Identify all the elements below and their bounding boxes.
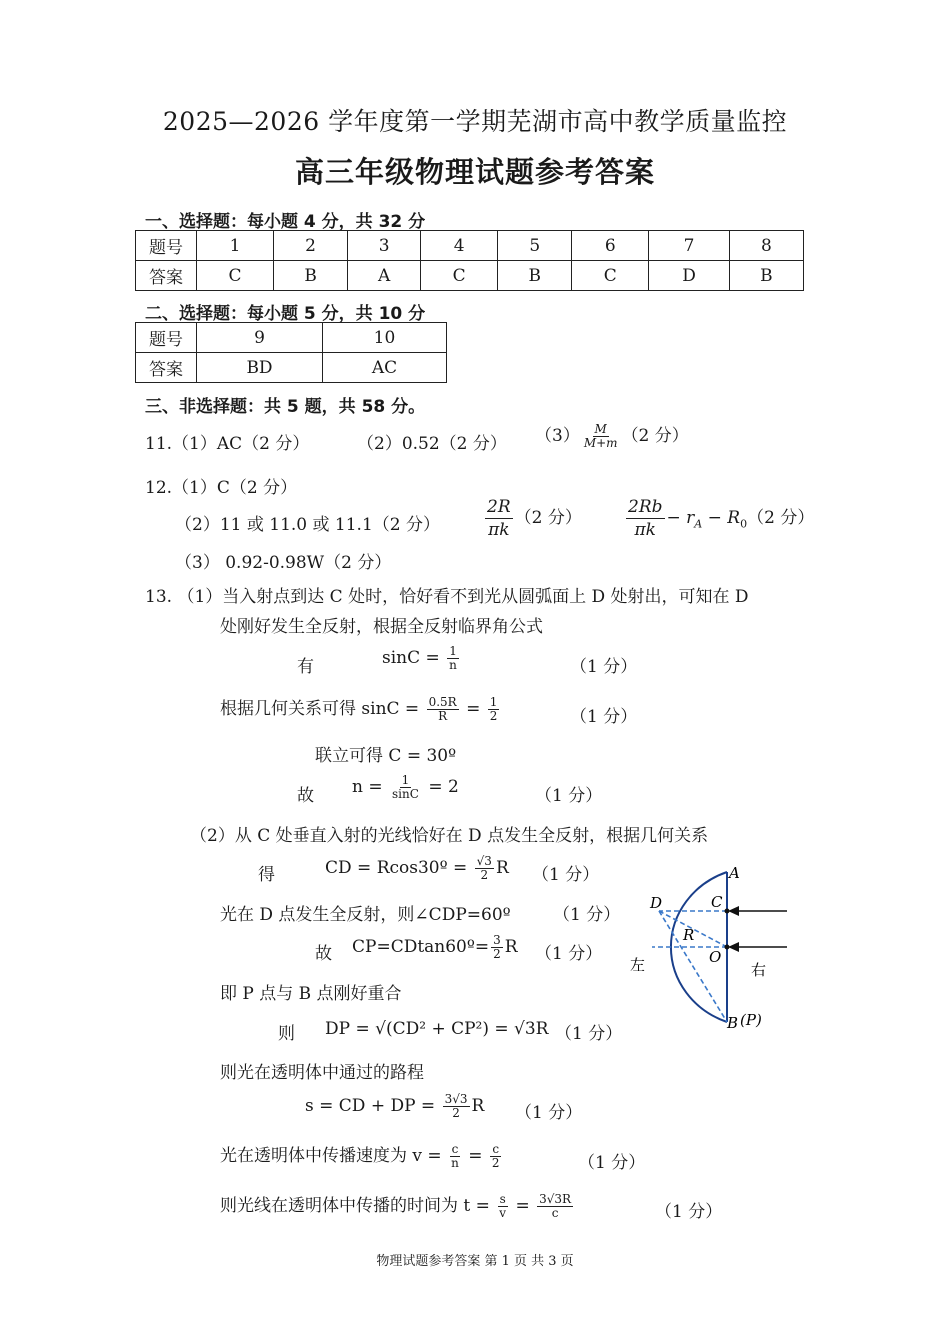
q12-formula1 bbox=[483, 496, 582, 541]
formula-rhs: R bbox=[504, 937, 518, 957]
table-cell: 10 bbox=[323, 323, 447, 353]
q13-l1-formula bbox=[382, 645, 461, 672]
table-cell: 答案 bbox=[136, 261, 197, 291]
table-cell: AC bbox=[323, 353, 447, 383]
q13-p2-l8-formula bbox=[220, 1141, 504, 1170]
q13-intro-line1: 13. （1）当入射点到达 C 处时，恰好看不到光从圆弧面上 D 处射出，可知在 D bbox=[145, 587, 749, 607]
section2-heading: 二、选择题：每小题 5 分，共 10 分 bbox=[145, 304, 426, 324]
label-left: 左 bbox=[630, 956, 646, 974]
q13-l2-formula bbox=[220, 694, 501, 723]
fraction-numerator: 1 bbox=[401, 773, 410, 787]
q13-p2-l5-formula: DP = √(CD² + CP²) = √3R bbox=[325, 1019, 549, 1039]
q13-p2-l8-score: （1 分） bbox=[578, 1153, 646, 1173]
q12-fraction1 bbox=[485, 496, 513, 541]
page-footer: 物理试题参考答案 第 1 页 共 3 页 bbox=[376, 1254, 574, 1269]
label-c: C bbox=[711, 893, 723, 911]
q13-p2-l3-label: 故 bbox=[315, 944, 332, 964]
fraction-denominator: 2 bbox=[491, 1156, 500, 1170]
formula-lhs: n = bbox=[352, 777, 389, 797]
table-row bbox=[136, 261, 804, 291]
q13-l4-fraction bbox=[390, 774, 421, 801]
formula-eq: = bbox=[510, 1196, 536, 1216]
table-cell: 1 bbox=[197, 231, 274, 261]
formula-eq: = bbox=[462, 1146, 488, 1166]
q13-l4-formula bbox=[352, 774, 459, 801]
fraction-denominator: sinC bbox=[392, 787, 419, 801]
q13-p2-l9-fraction1 bbox=[497, 1193, 508, 1220]
answer-table-1 bbox=[135, 230, 804, 291]
formula-lhs: sinC = bbox=[382, 648, 446, 668]
table-row bbox=[136, 323, 447, 353]
q13-l4-label: 故 bbox=[297, 786, 314, 806]
q13-l2-fraction2 bbox=[488, 696, 500, 723]
formula-eq: = bbox=[460, 699, 486, 719]
formula-rhs: R bbox=[471, 1096, 485, 1116]
q13-l4-score: （1 分） bbox=[535, 786, 603, 806]
fraction-numerator: 3√3R bbox=[539, 1192, 572, 1206]
formula-label: 光在透明体中传播速度为 v = bbox=[220, 1146, 448, 1166]
fraction-denominator: 2 bbox=[493, 947, 501, 961]
q12-formula2-tail: − r bbox=[666, 508, 695, 528]
formula-label: 则光线在透明体中传播的时间为 t = bbox=[220, 1196, 496, 1216]
q11-part2: （2）0.52（2 分） bbox=[357, 434, 507, 454]
q13-p2-l2: 光在 D 点发生全反射，则∠CDP=60º bbox=[220, 905, 511, 925]
fraction-numerator: 2Rb bbox=[628, 497, 663, 517]
fraction-numerator: √3 bbox=[476, 854, 492, 868]
q13-l1-score: （1 分） bbox=[570, 657, 638, 677]
table-cell: BD bbox=[197, 353, 323, 383]
formula-rhs: R bbox=[495, 858, 509, 878]
formula-rhs: = 2 bbox=[422, 777, 459, 797]
formula-lhs: CD = Rcos30º = bbox=[325, 858, 473, 878]
fraction-denominator: M+m bbox=[583, 436, 618, 450]
fraction-denominator: πk bbox=[634, 520, 656, 540]
table-cell: 4 bbox=[421, 231, 498, 261]
q12-formula2 bbox=[624, 496, 814, 541]
q12-part3: （3） 0.92-0.98W（2 分） bbox=[175, 553, 392, 573]
table-cell: 6 bbox=[572, 231, 649, 261]
q13-p2-l1-score: （1 分） bbox=[532, 865, 600, 885]
table-cell: 5 bbox=[498, 231, 572, 261]
label-o: O bbox=[709, 948, 722, 966]
label-a: A bbox=[729, 864, 740, 882]
fraction-denominator: 2 bbox=[489, 709, 498, 723]
optics-diagram bbox=[615, 860, 805, 1035]
q13-p2-l7-fraction bbox=[443, 1093, 470, 1120]
point-o bbox=[725, 945, 730, 950]
table-cell: 答案 bbox=[136, 353, 197, 383]
q11-part3-score: （2 分） bbox=[621, 426, 689, 446]
table-row bbox=[136, 231, 804, 261]
q12-formula2-score: （2 分） bbox=[747, 508, 815, 528]
arrow-head-c bbox=[728, 906, 739, 916]
table-cell: B bbox=[498, 261, 572, 291]
q13-p2-l6: 则光在透明体中通过的路程 bbox=[220, 1063, 424, 1083]
q13-p2-l1-formula bbox=[325, 855, 509, 882]
q13-p2-l2-score: （1 分） bbox=[553, 905, 621, 925]
fraction-denominator: n bbox=[449, 658, 457, 672]
q13-l2-score: （1 分） bbox=[570, 707, 638, 727]
fraction-numerator: c bbox=[492, 1142, 500, 1156]
table-cell: 8 bbox=[729, 231, 803, 261]
fraction-denominator: 2 bbox=[480, 868, 489, 882]
q13-l2-fraction1 bbox=[427, 696, 459, 723]
formula-lhs: s = CD + DP = bbox=[305, 1096, 441, 1116]
fraction-numerator: 0.5R bbox=[428, 695, 457, 709]
q13-l3: 联立可得 C = 30º bbox=[315, 746, 457, 766]
q13-l1-fraction bbox=[447, 645, 459, 672]
fraction-denominator: 2 bbox=[452, 1106, 460, 1120]
table-cell: 7 bbox=[649, 231, 729, 261]
q12-part1: 12.（1）C（2 分） bbox=[145, 478, 298, 498]
label-p: (P) bbox=[740, 1011, 762, 1029]
formula-lhs: CP=CDtan60º= bbox=[352, 937, 490, 957]
fraction-numerator: 3√3 bbox=[444, 1092, 468, 1106]
fraction-numerator: c bbox=[451, 1142, 459, 1156]
document-title-line2: 高三年级物理试题参考答案 bbox=[294, 155, 655, 189]
fraction-denominator: v bbox=[499, 1206, 507, 1220]
section1-heading: 一、选择题：每小题 4 分，共 32 分 bbox=[145, 212, 426, 232]
q11-part3 bbox=[535, 421, 689, 450]
table-cell: C bbox=[197, 261, 274, 291]
q13-p2-l5-label: 则 bbox=[278, 1024, 295, 1044]
table-cell: B bbox=[729, 261, 803, 291]
q12-formula1-score: （2 分） bbox=[514, 508, 582, 528]
fraction-denominator: c bbox=[551, 1206, 559, 1220]
fraction-numerator: 3 bbox=[493, 933, 501, 947]
document-title-line1: 2025—2026 学年度第一学期芜湖市高中教学质量监控 bbox=[162, 107, 788, 136]
q13-p2-l9-formula bbox=[220, 1191, 575, 1220]
table-row bbox=[136, 353, 447, 383]
q13-p2-l9-score: （1 分） bbox=[655, 1202, 723, 1222]
fraction-denominator: n bbox=[451, 1156, 459, 1170]
q12-formula2-sub-0: 0 bbox=[740, 517, 748, 531]
q11-part3-prefix: （3） bbox=[535, 426, 580, 446]
q11-part1: 11.（1）AC（2 分） bbox=[145, 434, 310, 454]
table-cell: 题号 bbox=[136, 323, 197, 353]
q13-p2-l3-fraction bbox=[491, 934, 503, 961]
q12-formula2-mid: − R bbox=[702, 508, 741, 528]
q12-fraction2 bbox=[626, 496, 665, 541]
table-cell: 2 bbox=[274, 231, 348, 261]
q13-p2-l1-fraction bbox=[475, 855, 494, 882]
table-cell: D bbox=[649, 261, 729, 291]
table-cell: C bbox=[572, 261, 649, 291]
q13-l1-label: 有 bbox=[297, 657, 314, 677]
table-cell: C bbox=[421, 261, 498, 291]
q13-p2-l5-score: （1 分） bbox=[555, 1024, 623, 1044]
fraction-numerator: 1 bbox=[449, 644, 457, 658]
q13-p2-l9-fraction2 bbox=[537, 1193, 573, 1220]
q12-formula2-sub-a: A bbox=[694, 517, 703, 531]
table-cell: 9 bbox=[197, 323, 323, 353]
q13-p2-l7-formula bbox=[305, 1093, 484, 1120]
label-right: 右 bbox=[751, 961, 767, 979]
fraction-numerator: 2R bbox=[487, 497, 511, 517]
table-cell: 3 bbox=[348, 231, 421, 261]
fraction-numerator: 1 bbox=[489, 695, 498, 709]
fraction-numerator: M bbox=[594, 422, 607, 436]
q13-p2-l7-score: （1 分） bbox=[515, 1103, 583, 1123]
table-cell: B bbox=[274, 261, 348, 291]
q11-fraction bbox=[582, 423, 620, 450]
table-cell: 题号 bbox=[136, 231, 197, 261]
q13-p2-l1-label: 得 bbox=[258, 865, 275, 885]
q13-intro-line2: 处刚好发生全反射，根据全反射临界角公式 bbox=[220, 617, 543, 637]
q13-p2-l3-score: （1 分） bbox=[535, 944, 603, 964]
point-c bbox=[725, 909, 730, 914]
q13-p2-line1: （2）从 C 处垂直入射的光线恰好在 D 点发生全反射，根据几何关系 bbox=[190, 826, 709, 846]
q13-p2-l4: 即 P 点与 B 点刚好重合 bbox=[220, 984, 402, 1004]
q13-p2-l8-fraction2 bbox=[490, 1143, 502, 1170]
label-r: R bbox=[683, 926, 695, 944]
fraction-denominator: R bbox=[438, 709, 448, 723]
label-b: B bbox=[727, 1014, 739, 1032]
answer-table-2 bbox=[135, 322, 447, 383]
fraction-numerator: s bbox=[499, 1192, 506, 1206]
q13-p2-l3-formula bbox=[352, 934, 518, 961]
q13-p2-l8-fraction1 bbox=[449, 1143, 461, 1170]
arrow-head-o bbox=[728, 942, 739, 952]
fraction-denominator: πk bbox=[488, 520, 510, 540]
formula-label: 根据几何关系可得 sinC = bbox=[220, 699, 425, 719]
label-d: D bbox=[650, 894, 663, 912]
q12-part2: （2）11 或 11.0 或 11.1（2 分） bbox=[175, 515, 440, 535]
table-cell: A bbox=[348, 261, 421, 291]
section3-heading: 三、非选择题：共 5 题，共 58 分。 bbox=[145, 397, 426, 417]
